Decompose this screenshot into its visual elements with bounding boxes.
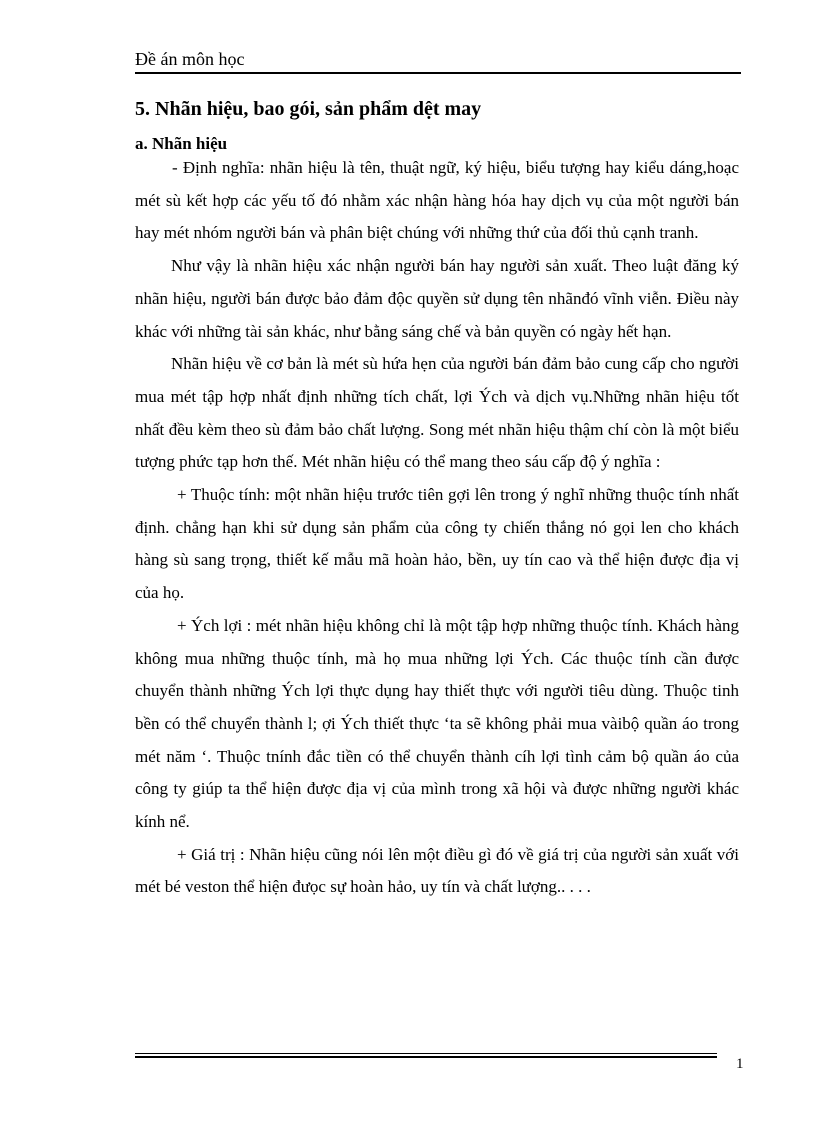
footer-divider-thick (135, 1056, 717, 1058)
page-number: 1 (736, 1056, 744, 1072)
footer-divider-thin (135, 1053, 717, 1054)
paragraph-registration: Như vậy là nhãn hiệu xác nhận người bán hay người sản xuất. Theo luật đăng ký nhãn hiệu, người bán được bảo đảm độc quyền sử dụng tên nhãnđó vĩnh viễn. Điều này khác với những tài sản khác, như bằng sáng chế và bản quyền có ngày hết hạn. (135, 256, 739, 341)
header-divider (135, 72, 741, 74)
paragraph-benefits: + Ých lợi : mét nhãn hiệu không chỉ là một tập hợp những thuộc tính. Khách hàng không mua những thuộc tính, mà họ mua những lợi Ých. Các thuộc tính cần được chuyển thành những Ých lợi thực dụng hay thiết thực với người tiêu dùng. Thuộc tinh bền có thể chuyển thành l; ợi Ých thiết thực ‘ta sẽ không phải mua vàibộ quần áo trong mét năm ‘. Thuộc tnính đắc tiền có thể chuyển thành cíh lợi tình cảm bộ quần áo của công ty giúp ta thể hiện được địa vị của mình trong xã hội và được những người khác kính nể. (135, 615, 739, 832)
document-header: Đề án môn học (135, 49, 245, 69)
paragraph-definition: - Định nghĩa: nhãn hiệu là tên, thuật ngữ, ký hiệu, biểu tượng hay kiểu dáng,hoạc mét sù kết hợp các yếu tố đó nhằm xác nhận hàng hóa hay dịch vụ của một người bán hay mét nhóm người bán và phân biệt chúng với những thứ của đối thủ cạnh tranh. (135, 158, 739, 243)
paragraph-promise: Nhãn hiệu về cơ bản là mét sù hứa hẹn của người bán đảm bảo cung cấp cho người mua mét tập hợp nhất định những tích chất, lợi Ých và dịch vụ.Những nhãn hiệu tốt nhất đều kèm theo sù đảm bảo chất lượng. Song mét nhãn hiệu thậm chí còn là một biểu tượng phức tạp hơn thế. Mét nhãn hiệu có thể mang theo sáu cấp độ ý nghĩa : (135, 354, 739, 472)
subsection-title: a. Nhãn hiệu (135, 134, 228, 153)
paragraph-attributes: + Thuộc tính: một nhãn hiệu trước tiên gợi lên trong ý nghĩ những thuộc tính nhất định. chẳng hạn khi sử dụng sản phẩm của công ty chiến thắng nó gọi len cho khách hàng sù sang trọng, thiết kế mẫu mã hoàn hảo, bền, uy tín cao và thể hiện được địa vị của họ. (135, 485, 739, 603)
paragraph-values: + Giá trị : Nhãn hiệu cũng nói lên một điều gì đó về giá trị của người sản xuất với mét bé veston thể hiện đưọc sự hoàn hảo, uy tín và chất lượng.. . . . (135, 844, 739, 897)
section-title: 5. Nhãn hiệu, bao gói, sản phẩm dệt may (135, 98, 482, 120)
document-body (135, 152, 739, 904)
